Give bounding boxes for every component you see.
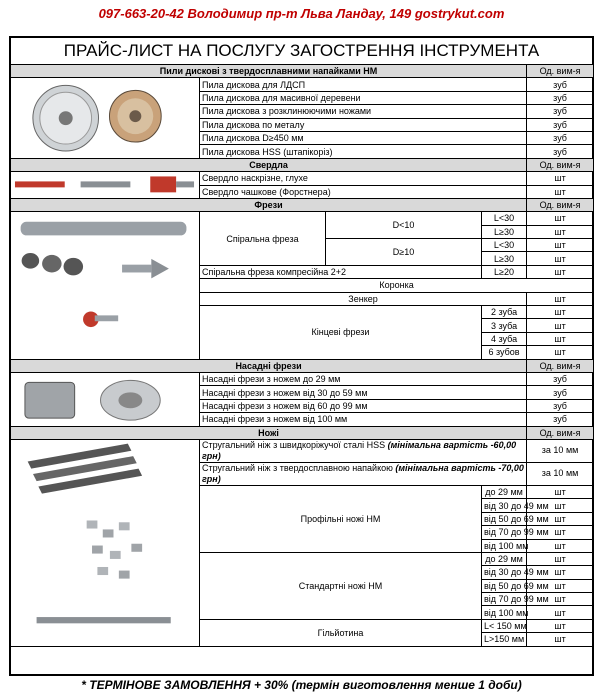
knife-icon <box>11 440 199 646</box>
drill-bits-image <box>11 172 200 199</box>
saw-blade-icon <box>11 78 199 157</box>
table-row: від 50 до 69 мм шт <box>11 512 594 525</box>
table-row: Гільйотина L< 150 мм шт <box>11 619 594 632</box>
section-header-knives: Ножі Од. вим-я <box>11 426 594 439</box>
table-row: Пила дискова з розклинюючими ножами зуб <box>11 105 594 118</box>
table-row: від 100 мм шт <box>11 539 594 552</box>
page-title: ПРАЙС-ЛИСТ НА ПОСЛУГУ ЗАГОСТРЕННЯ ІНСТРУМЕНТА <box>63 41 540 60</box>
section-header-heads: Насадні фрези Од. вим-я <box>11 359 594 372</box>
table-row: від 100 мм шт <box>11 606 594 619</box>
table-row: Насадні фрези з ножем від 100 мм зуб <box>11 413 594 426</box>
table-row: від 70 до 99 мм шт <box>11 526 594 539</box>
table-row: Свердло чашкове (Форстнера) шт <box>11 185 594 198</box>
table-row: Спіральна фреза D<10 L<30 шт <box>11 212 594 225</box>
table-row: L≥30 шт <box>11 225 594 238</box>
urgent-order-note: * ТЕРМІНОВЕ ЗАМОВЛЕННЯ + 30% (термін виготовлення менше 1 доби) <box>81 678 522 692</box>
section-header-drills: Свердла Од. вим-я <box>11 158 594 171</box>
table-row: Свердло наскрізне, глухе шт <box>11 172 594 185</box>
table-row: Насадні фрези з ножем від 60 до 99 мм зуб <box>11 399 594 412</box>
contact-header: 097-663-20-42 Володимир пр-т Льва Ландау, 149 gostrykut.com <box>98 6 505 21</box>
table-row: від 70 до 99 мм шт <box>11 593 594 606</box>
table-row: Стругальний ніж з швидкоріжучої сталі HSS (мінімальна вартість -60,00 грн) за 10 мм <box>11 439 594 462</box>
table-row: Профільні ножі НМ до 29 мм шт <box>11 485 594 498</box>
router-bit-icon <box>11 212 199 358</box>
table-row: Пила дискова для масивної деревени зуб <box>11 91 594 104</box>
table-row: 6 зубов шт <box>11 346 594 359</box>
table-row: D≥10 L<30 шт <box>11 239 594 252</box>
table-row: Пила дискова HSS (штапікоріз) зуб <box>11 145 594 158</box>
table-row: 4 зуба шт <box>11 332 594 345</box>
table-row: Насадні фрези з ножем від 30 до 59 мм зуб <box>11 386 594 399</box>
table-row: Стандартні ножі НМ до 29 мм шт <box>11 552 594 565</box>
table-row: Зенкер шт <box>11 292 594 305</box>
table-row: від 50 до 69 мм шт <box>11 579 594 592</box>
table-row: L>150 мм шт <box>11 633 594 646</box>
saw-blades-image <box>11 78 200 158</box>
price-table <box>10 64 594 647</box>
table-row: Стругальний ніж з твердосплавною напайкою (мінімальна вартість -70,00 грн) за 10 мм <box>11 462 594 485</box>
table-row: Насадні фрези з ножем до 29 мм зуб <box>11 372 594 385</box>
table-row: від 30 до 49 мм шт <box>11 499 594 512</box>
table-row: 3 зуба шт <box>11 319 594 332</box>
cutter-heads-image <box>11 372 200 426</box>
table-row: Спіральна фреза компресійна 2+2 L≥20 шт <box>11 265 594 278</box>
section-header-saws: Пили дискові з твердосплавними напайками НМ Од. вим-я <box>11 65 594 78</box>
table-row: Коронка <box>11 279 594 292</box>
router-bits-image <box>11 212 200 359</box>
cutter-head-icon <box>11 373 199 426</box>
table-row: Пила дискова по металу зуб <box>11 118 594 131</box>
knives-image <box>11 439 200 646</box>
drill-bit-icon <box>11 172 199 198</box>
table-row: від 30 до 49 мм шт <box>11 566 594 579</box>
section-header-mills: Фрези Од. вим-я <box>11 198 594 211</box>
table-row: Пила дискова для ЛДСП зуб <box>11 78 594 91</box>
table-row: Пила дискова D≥450 мм зуб <box>11 131 594 144</box>
table-row: Кінцеві фрези 2 зуба шт <box>11 306 594 319</box>
table-row: L≥30 шт <box>11 252 594 265</box>
